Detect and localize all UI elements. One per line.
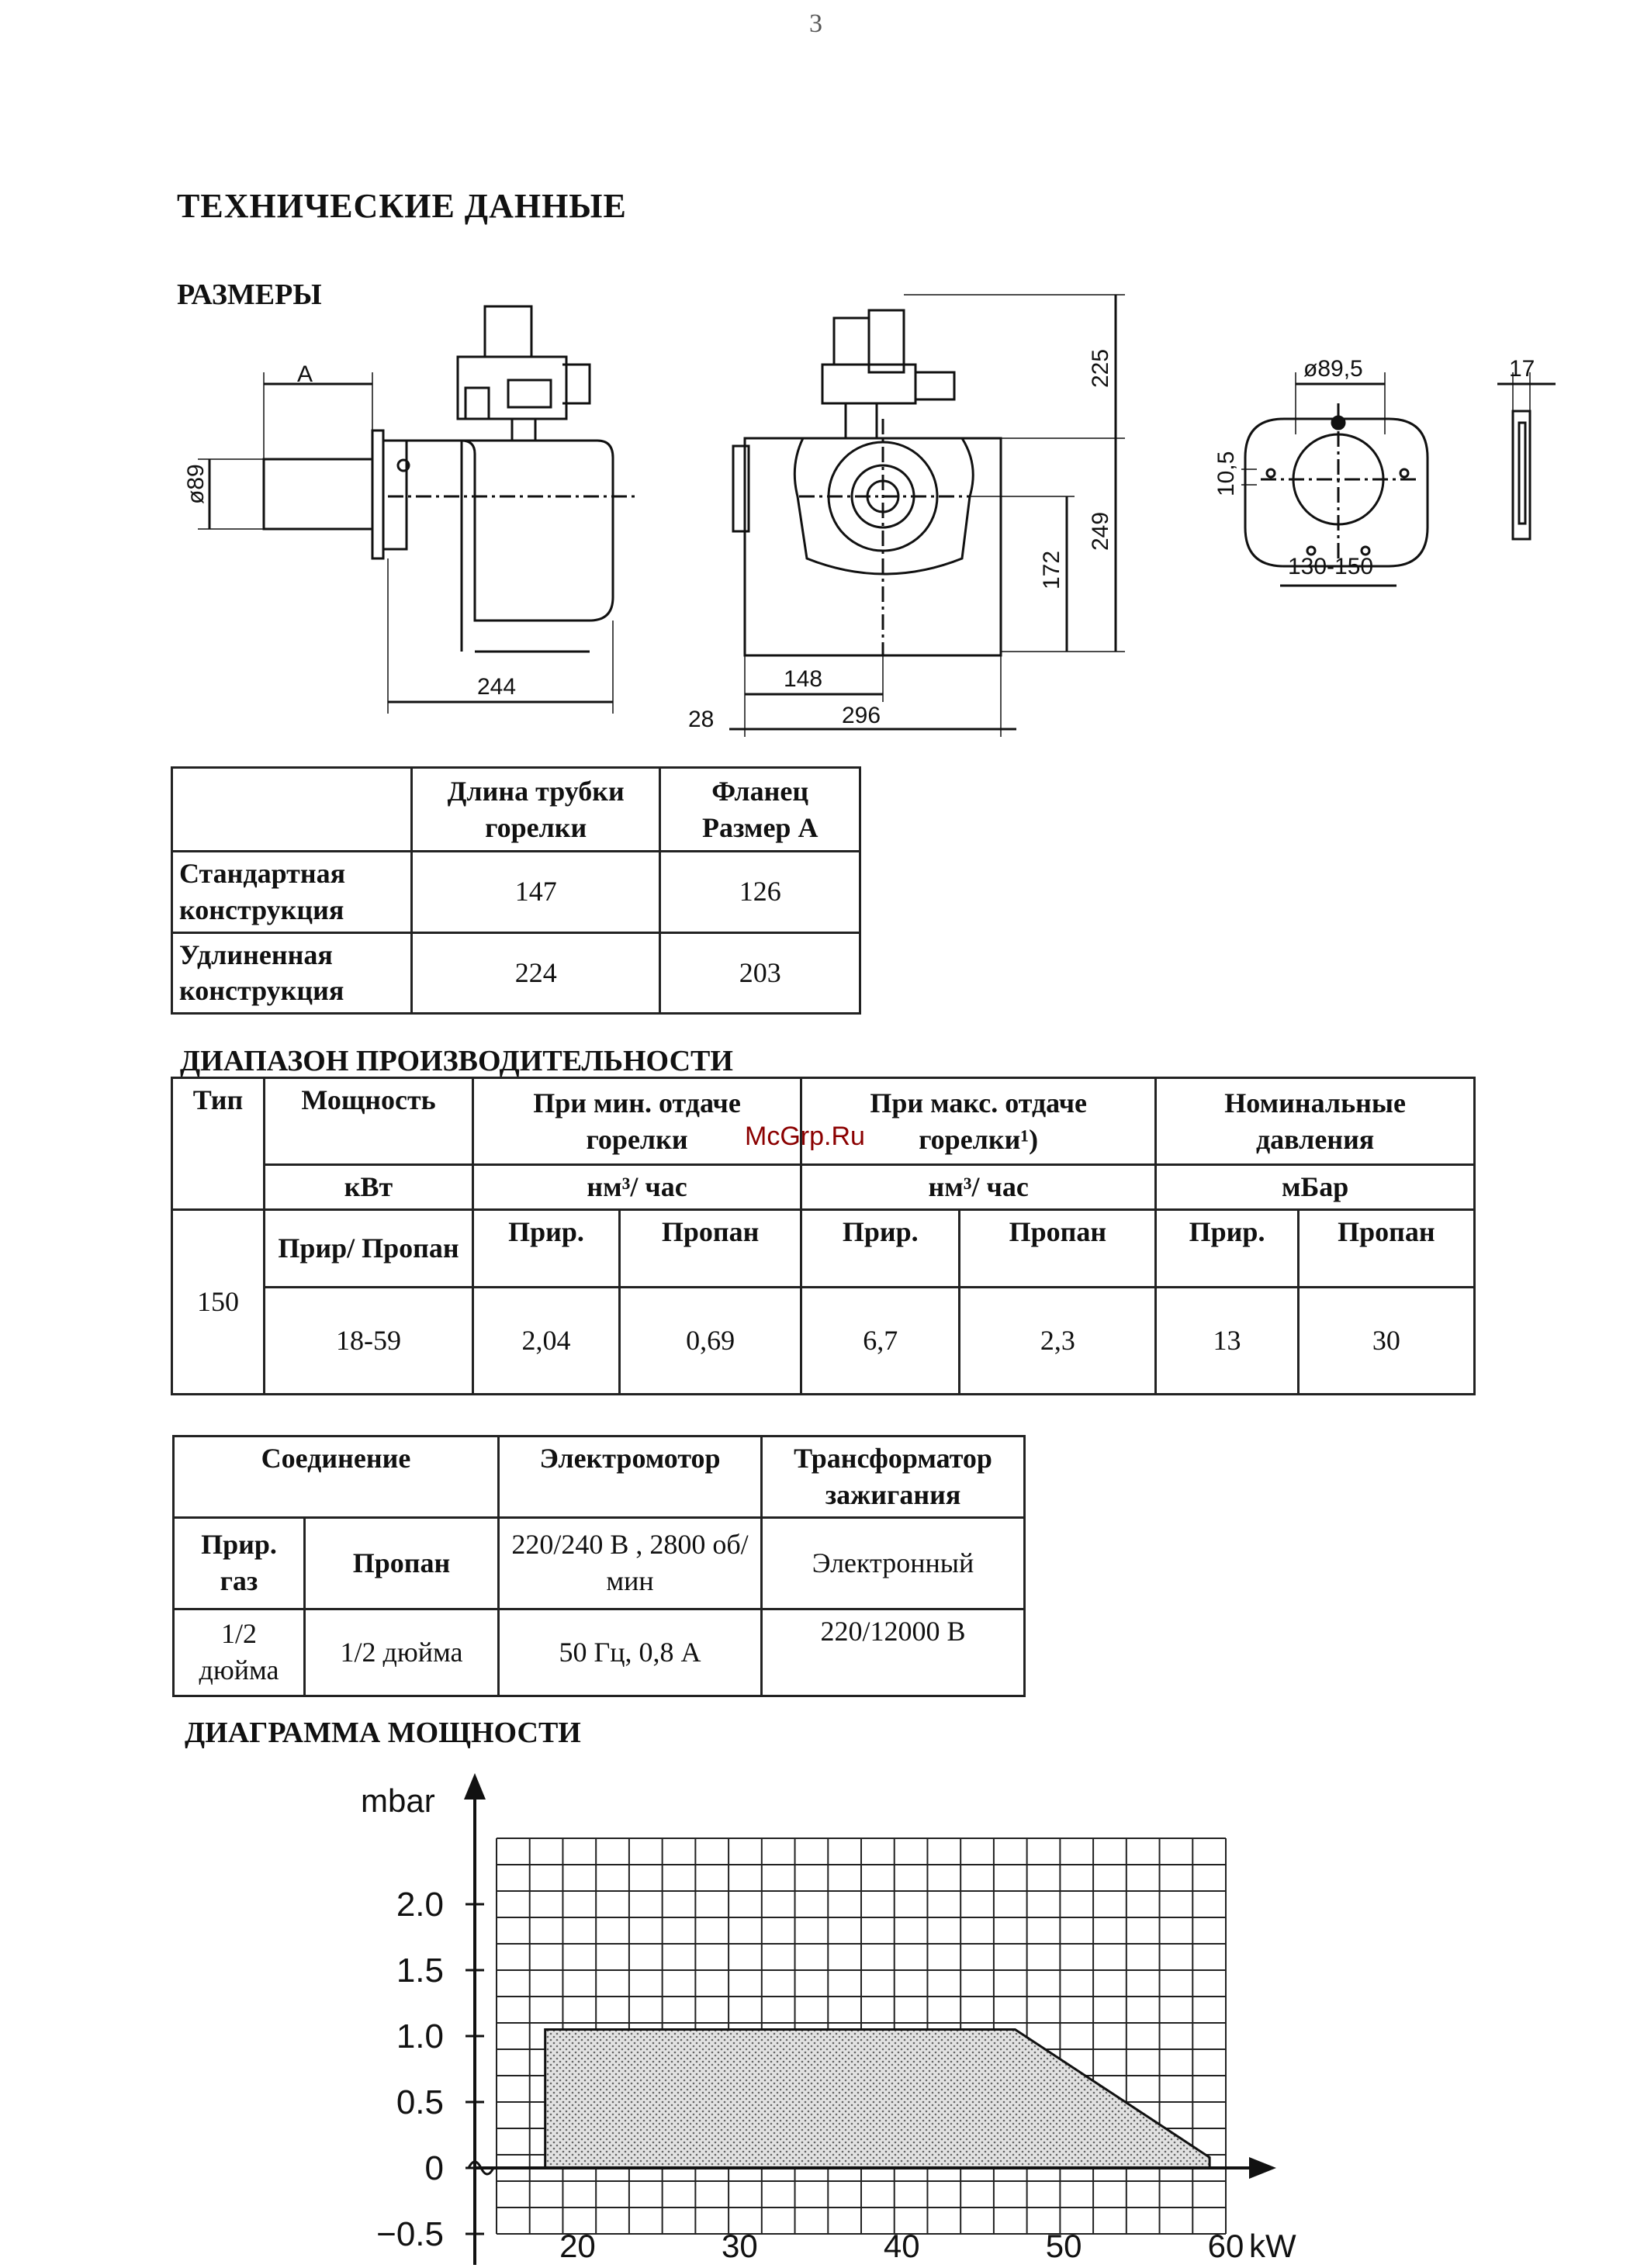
- tube-value: 224: [412, 932, 660, 1014]
- header-nominal-pressure: Номинальные давления: [1156, 1078, 1475, 1165]
- y-axis-label: mbar: [361, 1782, 435, 1819]
- chart-axes: [464, 1773, 1276, 2265]
- header-max-output: При макс. отдаче горелки¹): [801, 1078, 1156, 1165]
- unit-mbar: мБар: [1156, 1165, 1475, 1210]
- flange-value: 203: [660, 932, 860, 1014]
- dim-d89: ø89: [183, 464, 209, 504]
- y-tick-label: −0.5: [376, 2215, 444, 2253]
- type-value: 150: [172, 1209, 265, 1394]
- x-tick-label: 50: [1045, 2228, 1082, 2264]
- dimension-drawings: [0, 0, 1637, 745]
- natural-gas-size: 1/2 дюйма: [174, 1609, 305, 1696]
- dimensions-heading: РАЗМЕРЫ: [177, 278, 322, 311]
- unit-nm3-min: нм³/ час: [473, 1165, 801, 1210]
- row-label: Удлиненная конструкция: [172, 932, 412, 1014]
- sub-natural-gas: Прир. газ: [174, 1517, 305, 1609]
- sub-propane: Пропан: [305, 1517, 499, 1609]
- x-tick-label: 30: [721, 2228, 758, 2264]
- dim-28: 28: [688, 707, 715, 732]
- dim-225: 225: [1088, 348, 1113, 388]
- connection-table: [172, 1435, 1026, 1697]
- y-tick-label: 2.0: [396, 1886, 444, 1924]
- page-title: ТЕХНИЧЕСКИЕ ДАННЫЕ: [177, 187, 627, 225]
- tube-value: 147: [412, 852, 660, 933]
- dim-244: 244: [477, 674, 517, 700]
- x-axis-label: kW: [1249, 2228, 1296, 2264]
- sub-prop-max: Пропан: [960, 1209, 1156, 1287]
- dim-17: 17: [1509, 356, 1535, 382]
- flange-view: [1245, 403, 1428, 566]
- y-tick-label: 1.0: [396, 2017, 444, 2055]
- nom-nat-value: 13: [1156, 1287, 1299, 1394]
- header-flange-size: Фланец Размер A: [660, 768, 860, 852]
- power-value: 18-59: [265, 1287, 473, 1394]
- dim-249: 249: [1088, 511, 1113, 551]
- burner-side-view: [264, 306, 636, 652]
- motor-spec-2: 50 Гц, 0,8 А: [499, 1609, 762, 1696]
- dim-130-150: 130-150: [1288, 554, 1374, 579]
- header-connection: Соединение: [174, 1437, 499, 1518]
- x-tick-label: 60: [1207, 2228, 1244, 2264]
- table-row: [172, 852, 860, 933]
- dim-148: 148: [784, 666, 823, 692]
- y-tick-label: 1.5: [396, 1952, 444, 1990]
- row-label: Стандартная конструкция: [172, 852, 412, 933]
- dim-296: 296: [842, 703, 881, 728]
- sub-nat-nom: Прир.: [1156, 1209, 1299, 1287]
- header-min-output: При мин. отдаче горелки: [473, 1078, 801, 1165]
- unit-kw: кВт: [265, 1165, 473, 1210]
- propane-size: 1/2 дюйма: [305, 1609, 499, 1696]
- y-axis-arrow: [464, 1773, 486, 1800]
- min-nat-value: 2,04: [473, 1287, 620, 1394]
- header-motor: Электромотор: [499, 1437, 762, 1518]
- page-mark: 3: [809, 9, 822, 38]
- watermark: McGrp.Ru: [745, 1122, 865, 1151]
- chart-heading: ДИАГРАММА МОЩНОСТИ: [185, 1717, 581, 1749]
- burner-front-view: [733, 310, 1001, 655]
- sub-nat-min: Прир.: [473, 1209, 620, 1287]
- min-prop-value: 0,69: [620, 1287, 801, 1394]
- max-prop-value: 2,3: [960, 1287, 1156, 1394]
- header-type: Тип: [172, 1078, 265, 1210]
- sub-nat-max: Прир.: [801, 1209, 960, 1287]
- x-axis-arrow: [1249, 2157, 1276, 2179]
- header-tube-length: Длина трубки горелки: [412, 768, 660, 852]
- transformer-spec-1: Электронный: [762, 1517, 1025, 1609]
- y-tick-label: 0.5: [396, 2083, 444, 2121]
- table-row: [172, 932, 860, 1014]
- header-transformer: Трансформатор зажигания: [762, 1437, 1025, 1518]
- x-tick-label: 40: [883, 2228, 920, 2264]
- max-nat-value: 6,7: [801, 1287, 960, 1394]
- nom-prop-value: 30: [1298, 1287, 1474, 1394]
- flange-value: 126: [660, 852, 860, 933]
- transformer-spec-2: 220/12000 В: [762, 1609, 1025, 1696]
- dim-172: 172: [1039, 550, 1064, 589]
- sub-prop-min: Пропан: [620, 1209, 801, 1287]
- dim-a: A: [297, 361, 313, 387]
- y-tick-label: 0: [424, 2149, 444, 2187]
- performance-heading: ДИАПАЗОН ПРОИЗВОДИТЕЛЬНОСТИ: [180, 1045, 733, 1077]
- power-diagram: [0, 1768, 1637, 2268]
- performance-table: [171, 1077, 1476, 1395]
- motor-spec-1: 220/240 В , 2800 об/ мин: [499, 1517, 762, 1609]
- tube-length-table: [171, 766, 861, 1015]
- sub-prop-nom: Пропан: [1298, 1209, 1474, 1287]
- unit-nm3-max: нм³/ час: [801, 1165, 1156, 1210]
- header-power: Мощность: [265, 1078, 473, 1165]
- dim-d89-5: ø89,5: [1303, 356, 1363, 382]
- power-range-area: [545, 2030, 1210, 2169]
- x-tick-label: 20: [559, 2228, 596, 2264]
- empty-header-cell: [172, 768, 412, 852]
- dim-10-5: 10,5: [1213, 451, 1239, 496]
- sub-power: Прир/ Пропан: [265, 1209, 473, 1287]
